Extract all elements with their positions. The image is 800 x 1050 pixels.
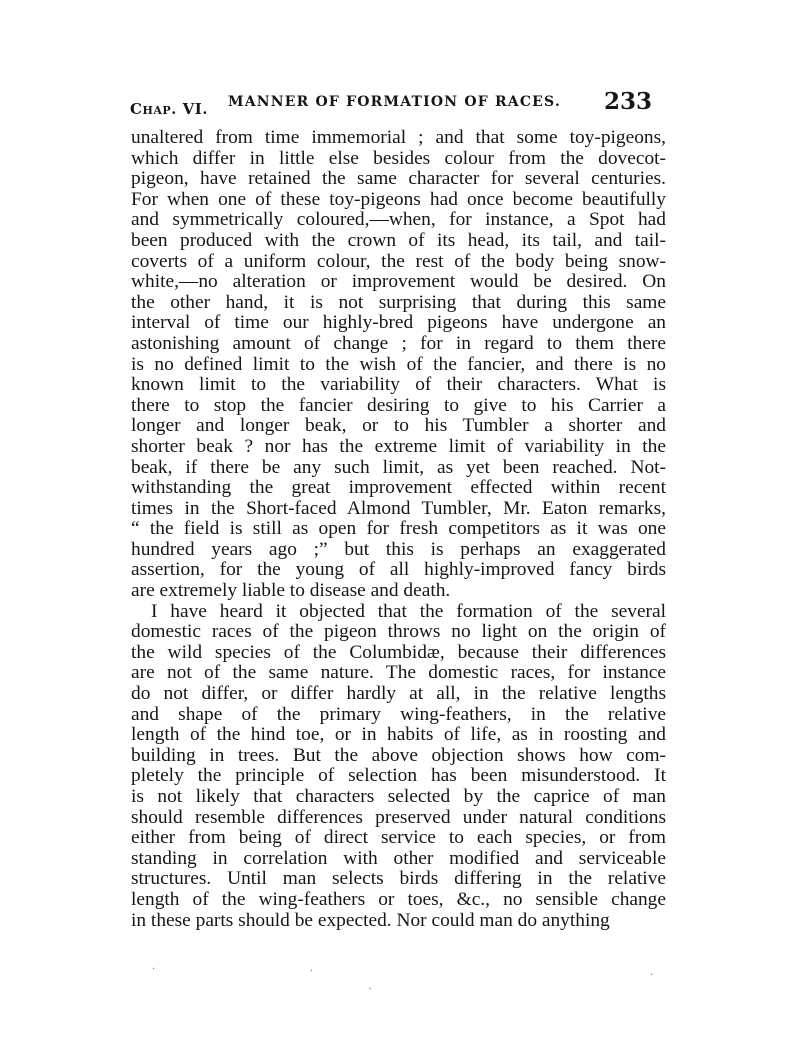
text-line: shorter beak ? nor has the extreme limit of variability in the [131, 435, 666, 457]
text-line: in these parts should be expected. Nor could man do anything [131, 909, 610, 931]
text-line: are extremely liable to disease and death. [131, 580, 451, 602]
ink-speck: ˎ [368, 976, 372, 990]
paragraph-2 [131, 602, 666, 932]
running-head [130, 88, 652, 118]
text-line: the other hand, it is not surprising that during this same [131, 291, 666, 313]
text-line: is not likely that characters selected by the caprice of man [131, 786, 666, 807]
text-line: For when one of these toy-pigeons had once become beautifully [131, 188, 666, 210]
text-line: are not of the same nature. The domestic races, for instance [131, 662, 666, 684]
paragraph-1 [131, 128, 666, 602]
chapter-label: Chap. VI. [130, 100, 208, 118]
text-line: times in the Short-faced Almond Tumbler, Mr. Eaton remarks, [131, 497, 666, 519]
ink-speck: · [650, 970, 654, 981]
text-line: and shape of the primary wing-feathers, in the relative [131, 703, 666, 725]
text-line: hundred years ago ;” but this is perhaps an exaggerated [131, 538, 666, 560]
text-line: length of the hind toe, or in habits of life, as in roosting and [131, 724, 666, 746]
text-line: pigeon, have retained the same character for several centuries. [131, 168, 666, 190]
text-line: the wild species of the Columbidæ, because their differences [131, 641, 666, 663]
page-number: 233 [603, 88, 652, 115]
text-line: and symmetrically coloured,—when, for instance, a Spot had [131, 209, 666, 231]
text-line: which differ in little else besides colour from the dovecot- [131, 147, 666, 169]
text-line: unaltered from time immemorial ; and that some toy-pigeons, [131, 127, 666, 148]
text-line: building in trees. But the above objection shows how com- [131, 744, 666, 766]
text-line: length of the wing-feathers or toes, &c., no sensible change [131, 888, 666, 910]
text-line: either from being of direct service to each species, or from [131, 827, 666, 849]
text-line: domestic races of the pigeon throws no light on the origin of [131, 621, 666, 643]
text-line: been produced with the crown of its head, its tail, and tail- [131, 229, 666, 251]
text-line: there to stop the fancier desiring to give to his Carrier a [131, 394, 666, 416]
running-title: MANNER OF FORMATION OF RACES. [228, 94, 561, 110]
text-line: I have heard it objected that the formation of the several [151, 600, 666, 622]
text-line: structures. Until man selects birds differing in the relative [131, 868, 666, 890]
text-line: interval of time our highly-bred pigeons have undergone an [131, 312, 666, 334]
text-line: beak, if there be any such limit, as yet been reached. Not- [131, 456, 666, 478]
text-line: “ the field is still as open for fresh competitors as it was one [131, 518, 666, 540]
text-line: withstanding the great improvement effected within recent [131, 477, 666, 499]
ink-speck: · [310, 966, 314, 977]
paper-specks [150, 962, 670, 992]
text-line: known limit to the variability of their characters. What is [131, 374, 666, 396]
text-line: pletely the principle of selection has been misunderstood. It [131, 765, 666, 787]
text-line: astonishing amount of change ; for in regard to them there [131, 332, 666, 354]
text-line: standing in correlation with other modified and serviceable [131, 847, 666, 869]
body-text [131, 128, 666, 931]
text-line: longer and longer beak, or to his Tumbler a shorter and [131, 415, 666, 437]
text-line: should resemble differences preserved under natural conditions [131, 806, 666, 828]
text-line: coverts of a uniform colour, the rest of the body being snow- [131, 250, 666, 272]
text-line: white,—no alteration or improvement would be desired. On [131, 271, 666, 293]
text-line: do not differ, or differ hardly at all, in the relative lengths [131, 683, 666, 705]
text-line: assertion, for the young of all highly-improved fancy birds [131, 559, 666, 581]
text-line: is no defined limit to the wish of the fancier, and there is no [131, 353, 666, 375]
ink-speck: · [152, 964, 156, 975]
